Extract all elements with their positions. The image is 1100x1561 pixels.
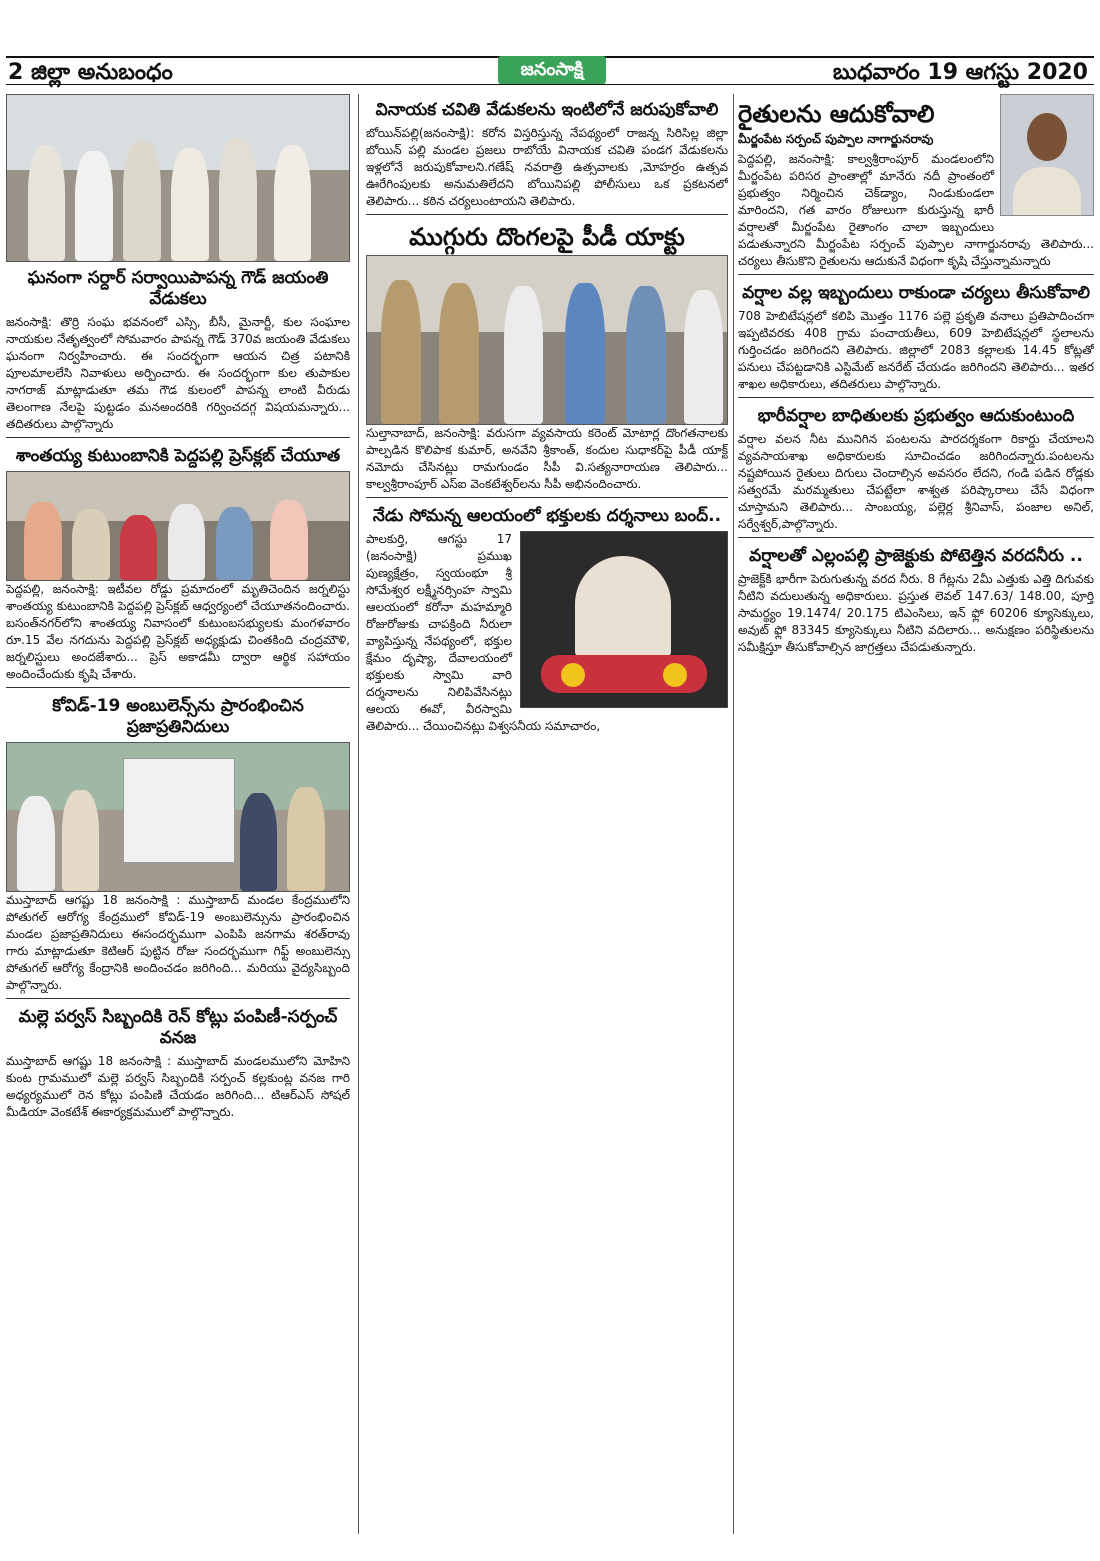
article-body-pd-act: సుల్తానాబాద్, జనంసాక్షి: వరుసగా వ్యవసాయ కరెంట్ మోటార్ల దొంగతనాలకు పాల్పడిన కొలిపాక కుమార్, అనవేని శ్రీకాంత్, కందుల సుధాకర్‌పై పీడీ యాక్ట్ నమోదు చేసినట్లు రామగుండం సీపీ వి.సత్యనారాయణ తెలిపారు... కాల్వశ్రీరాంపూర్ ఎస్ఐ వెంకటేశ్వర్‌లను సీపీ అభినందించారు. bbox=[366, 426, 728, 491]
article-body-somanna-temple: పాలకుర్తి, ఆగస్టు 17 (జనంసాక్షి) ప్రముఖ పుణ్యక్షేత్రం, స్వయంభూ శ్రీ సోమేశ్వర లక్ష్మీనర్సింహ స్వామి ఆలయంలో కరోనా మహమ్మారి రోజురోజుకు చాపక్రింది నీరులా వ్యాపిస్తున్న నేపథ్యంలో, భక్తుల క్షేమం దృష్యా, దేవాలయంలో భక్తులకు స్వామి వారి దర్శనాలను నిలిపివేసినట్లు ఆలయ ఈవో, వీరస్వామి తెలిపారు... చేయించినట్లు విశ్వసనీయ సమాచారం, bbox=[366, 532, 601, 733]
headline-covid-ambulance: కోవిడ్-19 అంబులెన్స్‌ను ప్రారంభించిన ప్రజాప్రతినిదులు bbox=[52, 696, 304, 737]
article-body-heavy-rain-victims: వర్షాల వలన నీట మునిగిన పంటలను పారదర్శకంగా రికార్డు చేయాలని వ్యవసాయశాఖ అధికారులకు సూచించడం జరిగిందన్నారు.పంటలను నష్టపోయిన రైతులు దిగులు చెందాల్సిన అవసరం లేదని, గండి పడిన రోడ్లకు సత్వరమే మరమ్మతులు చేపట్టేలా శాశ్వత పరిష్కారాలు చేసే విధంగా చూస్తామని తెలిపారు... సాంబయ్య, పల్లెర్ల శ్రీనివాస్, పంజాల అనిల్, సర్వేశ్వర్,పాల్గొన్నారు. bbox=[738, 432, 1094, 531]
headline-papanna-jayanti: ఘనంగా సర్దార్ సర్వాయిపాపన్న గౌడ్ జయంతి వేడుకలు bbox=[27, 268, 329, 309]
column-left bbox=[6, 94, 350, 1534]
photo-ambulance bbox=[6, 742, 350, 892]
headline-raincoats: మల్లె పర్వస్ సిబ్బందికి రెన్ కోట్లు పంపిణీ-సర్పంచ్ వనజ bbox=[18, 1007, 338, 1048]
masthead-bottom-rule bbox=[6, 84, 1094, 85]
photo-press-club bbox=[6, 471, 350, 581]
photo-pd-act bbox=[366, 255, 728, 425]
headline-support-farmers: రైతులను ఆదుకోవాలి bbox=[738, 100, 935, 128]
photo-temple-shrine bbox=[520, 531, 728, 708]
article-body-raincoats: ముస్తాబాద్ ఆగష్టు 18 జనంసాక్షి : ముస్తాబాద్ మండలములోని మోహిని కుంట గ్రామములో మల్లె పర్వస్ సిబ్బందికి సర్పంచ్ కల్లకుంట్ల వనజ గారి అధ్యర్యములో రెన కోట్లు పంపిణి చేయడం జరిగింది... టిఆర్‌ఎస్ సోషల్ మీడియా వెంకటేశ్ ఈకార్యక్రమములో పాల్గొన్నారు. bbox=[6, 1054, 350, 1119]
column-middle bbox=[366, 94, 728, 1534]
article-body-support-farmers: పెద్దపల్లి, జనంసాక్షి: కాల్వశ్రీరాంపూర్ మండలంలోని మీర్జంపేట పరిసర ప్రాంతాల్లో మానేరు నదీ ప్రాంతంలో ప్రభుత్వం నిర్మించిన చెక్‌డ్యాం, నిండుకుండలా మారిందని, గత వారం రోజులుగా కురుస్తున్న భారీ వర్షాలతో మీర్జంపేట రైతాంగం చాలా ఇబ్బందులు పడుతున్నారని మీర్జంపేట సర్పంచ్ పుప్పాల నాగార్జునరావు తెలిపారు... చర్యలు తీసుకొని రైతులను ఆదుకునే విధంగా కృషి చేస్తున్నామన్నారు bbox=[738, 152, 1094, 268]
column-divider bbox=[733, 94, 734, 1534]
article-body-covid-ambulance: ముస్తాబాద్ ఆగష్టు 18 జనంసాక్షి : ముస్తాబాద్ మండల కేంద్రములోని పోతుగల్ ఆరోగ్య కేంద్రములో కోవిడ్-19 అంబులెన్సును ప్రారంభించిన మండల ప్రజాప్రతినిదులు ఈసందర్భముగా ఎంపిపి జనగామ శరత్‌రావు గారు మాట్లాడుతూ కెటిఆర్ పుట్టిన రోజు సందర్భముగా గిఫ్ట్ అంబులెన్సు పోతుగల్ ఆరోగ్య కేంద్రానికి అందించడం జరిగింది... మరియు వైద్యసిబ్బంది పాల్గొన్నారు. bbox=[6, 893, 350, 992]
headline-yellampalli-project: వర్షాలతో ఎల్లంపల్లి ప్రాజెక్టుకు పోటెత్తిన వరదనీరు .. bbox=[749, 546, 1083, 566]
article-body-rain-measures: 708 హెబిటేషన్లలో కలిపి మొత్తం 1176 పల్లె ప్రకృతి వనాలు ప్రతిపాదించగా ఇప్పటివరకు 408 గ్రామ పంచాయతీలు, 609 హెబిటేషన్లలో స్థలాలను గుర్తించడం జరిగిందని తెలిపారు. జిల్లాలో 2083 కల్లాలకు 14.45 కోట్లతో పనులు చేపట్టడానికి ఎస్టిమేట్ జనరేట్ చేయడం జరిగిందని తెలిపారు... ఇతర శాఖల అధికారులు, తదితరులు పాల్గొన్నారు. bbox=[738, 309, 1094, 391]
page-label: 2 జిల్లా అనుబంధం bbox=[8, 60, 173, 85]
byline-sarpanch: మీర్జంపేట సర్పంచ్ పుప్పాల నాగార్జునరావు bbox=[738, 132, 934, 146]
headline-somanna-temple: నేడు సోమన్న ఆలయంలో భక్తులకు దర్శనాలు బంద్.. bbox=[372, 506, 722, 526]
portrait-sarpanch bbox=[1000, 94, 1094, 216]
headline-vinayaka-chavithi: వినాయక చవితి వేడుకలను ఇంటిలోనే జరుపుకోవాలి bbox=[375, 100, 719, 120]
photo-jayanti-event bbox=[6, 94, 350, 262]
headline-rain-measures: వర్షాల వల్ల ఇబ్బందులు రాకుండా చర్యలు తీసుకోవాలి bbox=[742, 283, 1090, 303]
headline-heavy-rain-victims: భారీవర్షాల బాధితులకు ప్రభుత్వం ఆదుకుంటుంది bbox=[757, 406, 1075, 426]
headline-press-club-support: శాంతయ్య కుటుంబానికి పెద్దపల్లి ప్రెస్‌క్లబ్ చేయూత bbox=[15, 446, 341, 466]
issue-date: బుధవారం 19 ఆగస్టు 2020 bbox=[832, 60, 1088, 85]
newspaper-logo: జనంసాక్షి bbox=[498, 56, 606, 84]
headline-pd-act: ముగ్గురు దొంగలపై పీడీ యాక్టు bbox=[409, 223, 685, 251]
column-right bbox=[738, 94, 1094, 1534]
column-divider bbox=[358, 94, 359, 1534]
article-body-yellampalli-project: ప్రాజెక్ట్‌కి భారీగా పెరుగుతున్న వరద నీరు. 8 గేట్లను 2మీ ఎత్తుకు ఎత్తి దిగువకు నీటిని వదులుతున్న అధికారులు. ప్రస్తుత లెవల్ 147.63/ 148.00, పూర్తి సామర్థ్యం 19.1474/ 20.175 టిఎంసిలు, ఇన్ ఫ్లో 60206 క్యూసెక్కులు, అవుట్ ఫ్లో 83345 క్యూసెక్కులు నీటిని వదిలారు... అనుక్షణం పరిస్థితులను సమీక్షిస్తూ తీసుకోవాల్సిన జాగ్రత్తలు చేపడుతున్నారు. bbox=[738, 572, 1094, 654]
article-body-vinayaka-chavithi: బోయిన్‌పల్లి(జనంసాక్షి): కరోన విస్తరిస్తున్న నేపథ్యంలో రాజన్న సిరిసిల్ల జిల్లా బోయిన్ పల్లి మండల ప్రజలు రాబోయే వినాయక చవితి పండగ వేడుకలను ఇళ్లలోనే జరుపుకోవాలని.గణేష్ నవరాత్రి ఉత్సవాలకు ,మోహర్రం ఉత్సవ ఊరేగింపులకు అనుమతిలేదని బోయినిపల్లి పోలీసులు ఒక ప్రకటనలో తెలిపారు... కఠిన చర్యలుంటాయని తెలిపారు. bbox=[366, 126, 728, 208]
masthead bbox=[0, 0, 1100, 88]
article-body-papanna-jayanti: జనంసాక్షి: తొర్రి సంఘ భవనంలో ఎస్సి, బీసీ, మైనార్టీ, కుల సంఘాల నాయకుల నేతృత్వంలో సోమవారం పాపన్న గౌడ్ 370వ జయంతి వేడుకలు ఘనంగా నిర్వహించారు. ఈ సందర్భంగా ఆయన చిత్ర పటానికి పూలమాలలేసి నివాళులు అర్పించారు. ఈ సందర్భంగా కుల తుపాకుల నాగరాజ్ మాట్లాడుతూ తమ గౌడ కులంలో పాపన్న లాంటి వీరుడు తెలంగాణ నేలపై పుట్టడం మనఅందరికి గర్వించదగ్గ విషయమన్నారు... తదితరులు పాల్గొన్నారు bbox=[6, 315, 350, 431]
article-body-press-club-support: పెద్దపల్లి, జనంసాక్షి: ఇటీవల రోడ్డు ప్రమాదంలో మృతిచెందిన జర్నలిస్టు శాంతయ్య కుటుంబానికి పెద్దపల్లి ప్రెస్‌క్లబ్ ఆధ్వర్యంలో చేయూతనందించారు. బసంత్‌నగర్‌లోని శాంతయ్య నివాసంలో కుటుంబసభ్యులకు మంగళవారం రూ.15 వేల నగదును పెద్దపల్లి ప్రెస్‌క్లబ్ అధ్యక్షుడు చింతకింది చంద్రమౌళి, జర్నలిస్టులు అందజేశారు... ప్రెస్ అకాడమీ ద్వారా ఆర్థిక సహాయం అందించేందుకు కృషి చేశారు. bbox=[6, 582, 350, 681]
